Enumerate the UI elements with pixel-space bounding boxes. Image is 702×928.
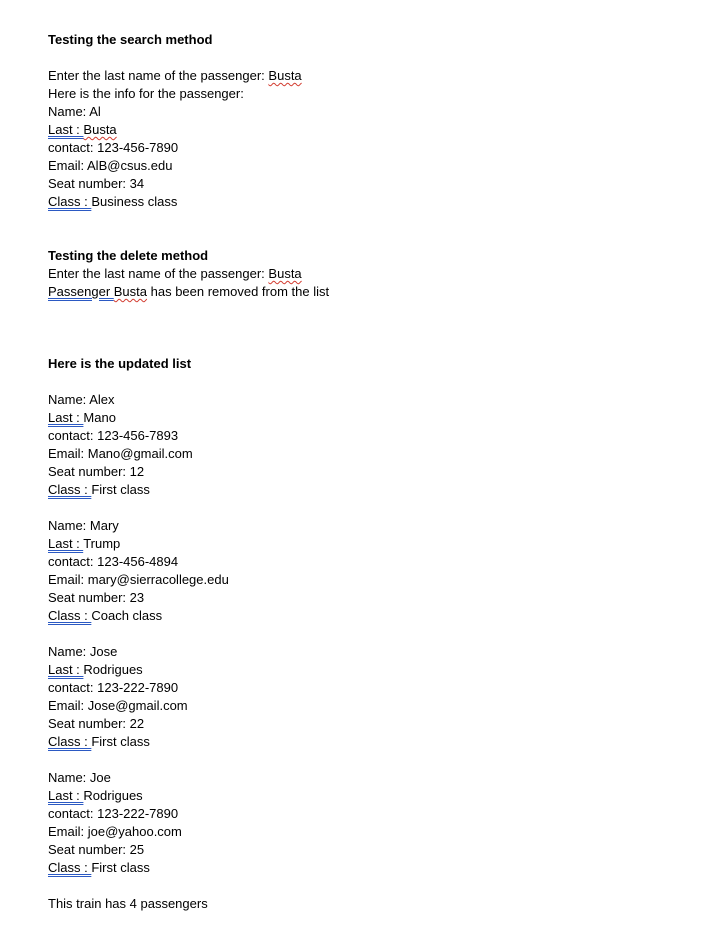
search-seat-line: Seat number: 34 [48,176,145,191]
passenger-seat-line: Seat number: 23 [48,590,145,605]
passenger-contact-line: contact: 123-456-4894 [48,554,179,569]
passenger-contact-line: contact: 123-222-7890 [48,680,179,695]
passenger-record [48,517,688,625]
class-label: Class : [48,194,92,209]
passenger-email-line: Email: mary@sierracollege.edu [48,572,229,587]
search-class-line [48,193,688,211]
search-seat-value: 34 [129,176,145,191]
passenger-count-summary: This train has 4 passengers [48,896,208,911]
passenger-email-line: Email: Mano@gmail.com [48,446,193,461]
passenger-record [48,391,688,499]
passenger-name-line: Name: Alex [48,392,115,407]
delete-result-line [48,283,688,301]
search-heading: Testing the search method [48,32,213,47]
search-email-line: Email: AlB@csus.edu [48,158,173,173]
passenger-last-line: Last : Trump [48,536,121,551]
updated-list-heading: Here is the updated list [48,356,192,371]
passenger-email-line: Email: joe@yahoo.com [48,824,182,839]
last-label: Last : [48,122,84,137]
passenger-contact-line: contact: 123-222-7890 [48,806,179,821]
passenger-record [48,769,688,877]
search-contact-value: 123-456-7890 [97,140,179,155]
search-prompt-line [48,67,688,85]
passenger-seat-line: Seat number: 22 [48,716,145,731]
passenger-record [48,643,688,751]
passenger-name-line: Name: Joe [48,770,111,785]
passenger-class-line: Class : First class [48,860,150,875]
delete-result-suffix: has been removed from the list [147,284,330,299]
passenger-email-line: Email: Jose@gmail.com [48,698,188,713]
delete-prompt-value: Busta [268,266,302,281]
search-prompt-value: Busta [268,68,302,83]
passenger-seat-line: Seat number: 12 [48,464,145,479]
document-page [48,31,688,913]
search-info-line: Here is the info for the passenger: [48,86,244,101]
delete-result-name: Busta [113,284,148,299]
search-last-line [48,121,688,139]
search-last-value: Busta [83,122,117,137]
delete-result-prefix: Passenger [48,284,114,299]
search-email-value: AlB@csus.edu [87,158,173,173]
passenger-last-line: Last : Rodrigues [48,788,143,803]
search-prompt-label: Enter the last name of the passenger: [48,68,269,83]
passenger-contact-line: contact: 123-456-7893 [48,428,179,443]
passenger-name-line: Name: Jose [48,644,118,659]
passenger-name-line: Name: Mary [48,518,119,533]
search-name-value: Al [89,104,101,119]
passenger-seat-line: Seat number: 25 [48,842,145,857]
search-class-value: Business class [91,194,178,209]
passenger-last-line: Last : Mano [48,410,116,425]
delete-prompt-line [48,265,688,283]
passenger-last-line: Last : Rodrigues [48,662,143,677]
delete-prompt-label: Enter the last name of the passenger: [48,266,269,281]
passenger-class-line: Class : First class [48,734,150,749]
search-name-line: Name: Al [48,104,101,119]
passenger-class-line: Class : Coach class [48,608,163,623]
delete-heading: Testing the delete method [48,248,209,263]
passenger-class-line: Class : First class [48,482,150,497]
search-contact-line: contact: 123-456-7890 [48,140,179,155]
